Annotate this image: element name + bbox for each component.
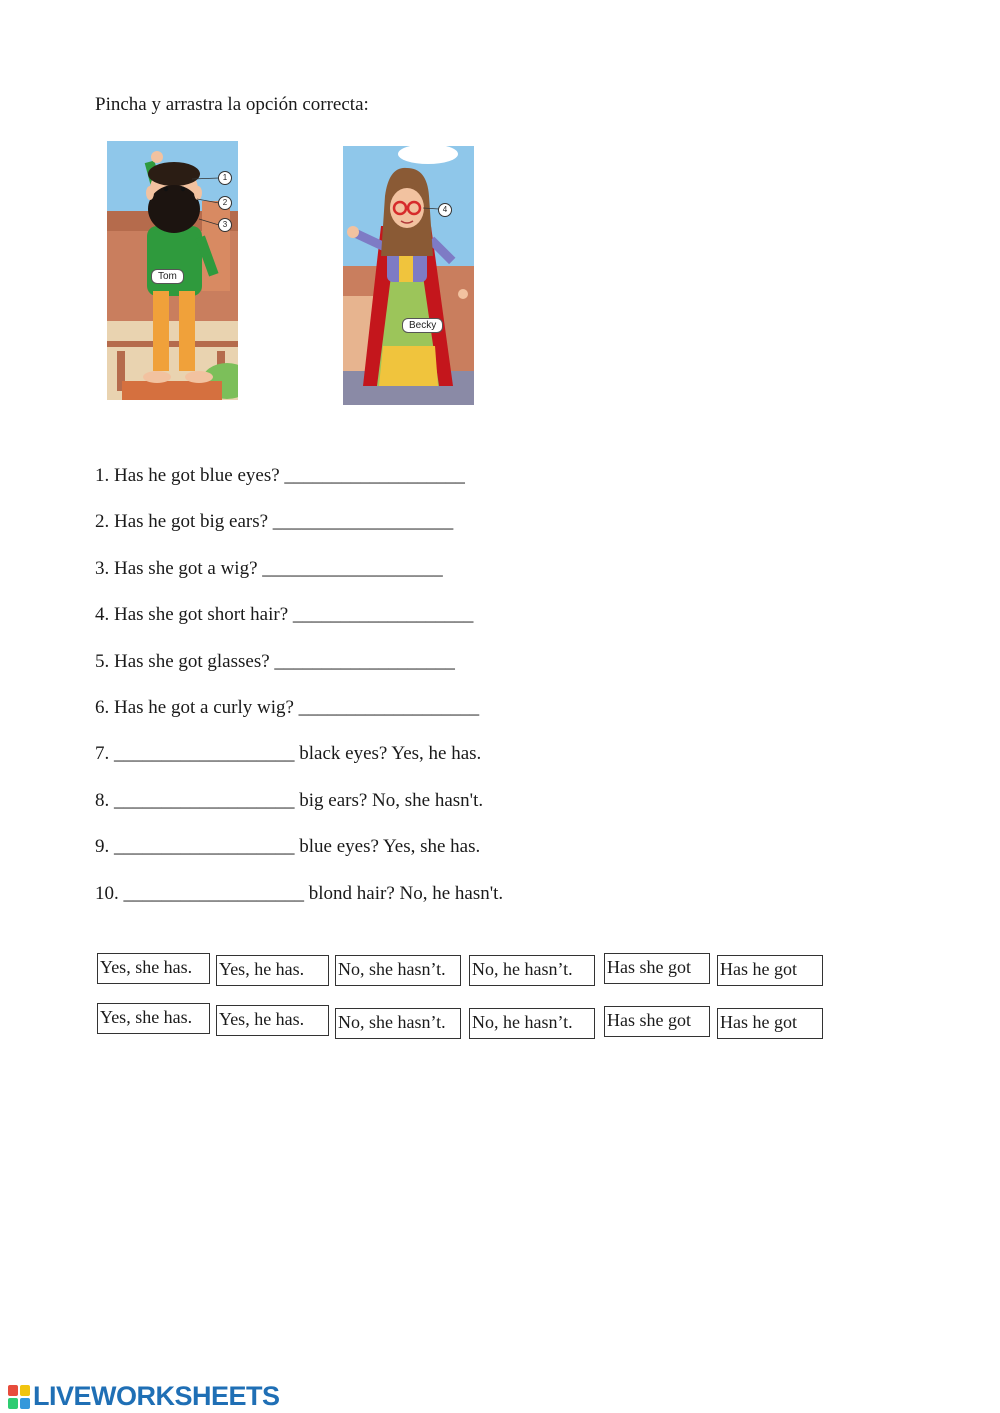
question-6[interactable]: 6. Has he got a curly wig? ___________________ [95, 696, 480, 718]
liveworksheets-brand-text: LIVEWORKSHEETS [33, 1381, 280, 1411]
tom-illustration [107, 141, 238, 400]
answer-chip-no-she-hasnt[interactable]: No, she hasn’t. [335, 1008, 461, 1039]
question-7[interactable]: 7. ___________________ black eyes? Yes, he has. [95, 743, 482, 765]
marker-4: 4 [438, 203, 452, 217]
marker-3: 3 [218, 218, 232, 232]
becky-name-tag: Becky [402, 318, 443, 333]
answer-chip-has-she-got[interactable]: Has she got [604, 1006, 710, 1037]
answer-chip-no-she-hasnt[interactable]: No, she hasn’t. [335, 955, 461, 986]
answer-chip-yes-he-has[interactable]: Yes, he has. [216, 1005, 329, 1036]
question-10[interactable]: 10. ___________________ blond hair? No, he hasn't. [95, 882, 504, 904]
question-2[interactable]: 2. Has he got big ears? ___________________ [95, 511, 454, 533]
answer-chip-yes-she-has[interactable]: Yes, she has. [97, 1003, 210, 1034]
answer-chip-no-he-hasnt[interactable]: No, he hasn’t. [469, 1008, 595, 1039]
liveworksheets-logo [8, 1381, 280, 1412]
marker-1: 1 [218, 171, 232, 185]
question-9[interactable]: 9. ___________________ blue eyes? Yes, she has. [95, 836, 481, 858]
answer-chip-has-she-got[interactable]: Has she got [604, 953, 710, 984]
question-4[interactable]: 4. Has she got short hair? ___________________ [95, 604, 474, 626]
marker-2: 2 [218, 196, 232, 210]
becky-drawing [343, 146, 474, 405]
answer-chip-no-he-hasnt[interactable]: No, he hasn’t. [469, 955, 595, 986]
instructions-text: Pincha y arrastra la opción correcta: [95, 94, 369, 115]
answer-chip-has-he-got[interactable]: Has he got [717, 1008, 823, 1039]
answer-chip-yes-he-has[interactable]: Yes, he has. [216, 955, 329, 986]
question-list [95, 465, 503, 929]
question-8[interactable]: 8. ___________________ big ears? No, she hasn't. [95, 789, 484, 811]
answer-chip-has-he-got[interactable]: Has he got [717, 955, 823, 986]
question-5[interactable]: 5. Has she got glasses? ___________________ [95, 650, 455, 672]
question-1[interactable]: 1. Has he got blue eyes? ___________________ [95, 465, 465, 486]
question-3[interactable]: 3. Has she got a wig? ___________________ [95, 557, 443, 579]
becky-illustration [343, 146, 474, 405]
liveworksheets-logo-icon [8, 1385, 30, 1409]
tom-name-tag: Tom [151, 269, 184, 284]
answer-chip-yes-she-has[interactable]: Yes, she has. [97, 953, 210, 984]
